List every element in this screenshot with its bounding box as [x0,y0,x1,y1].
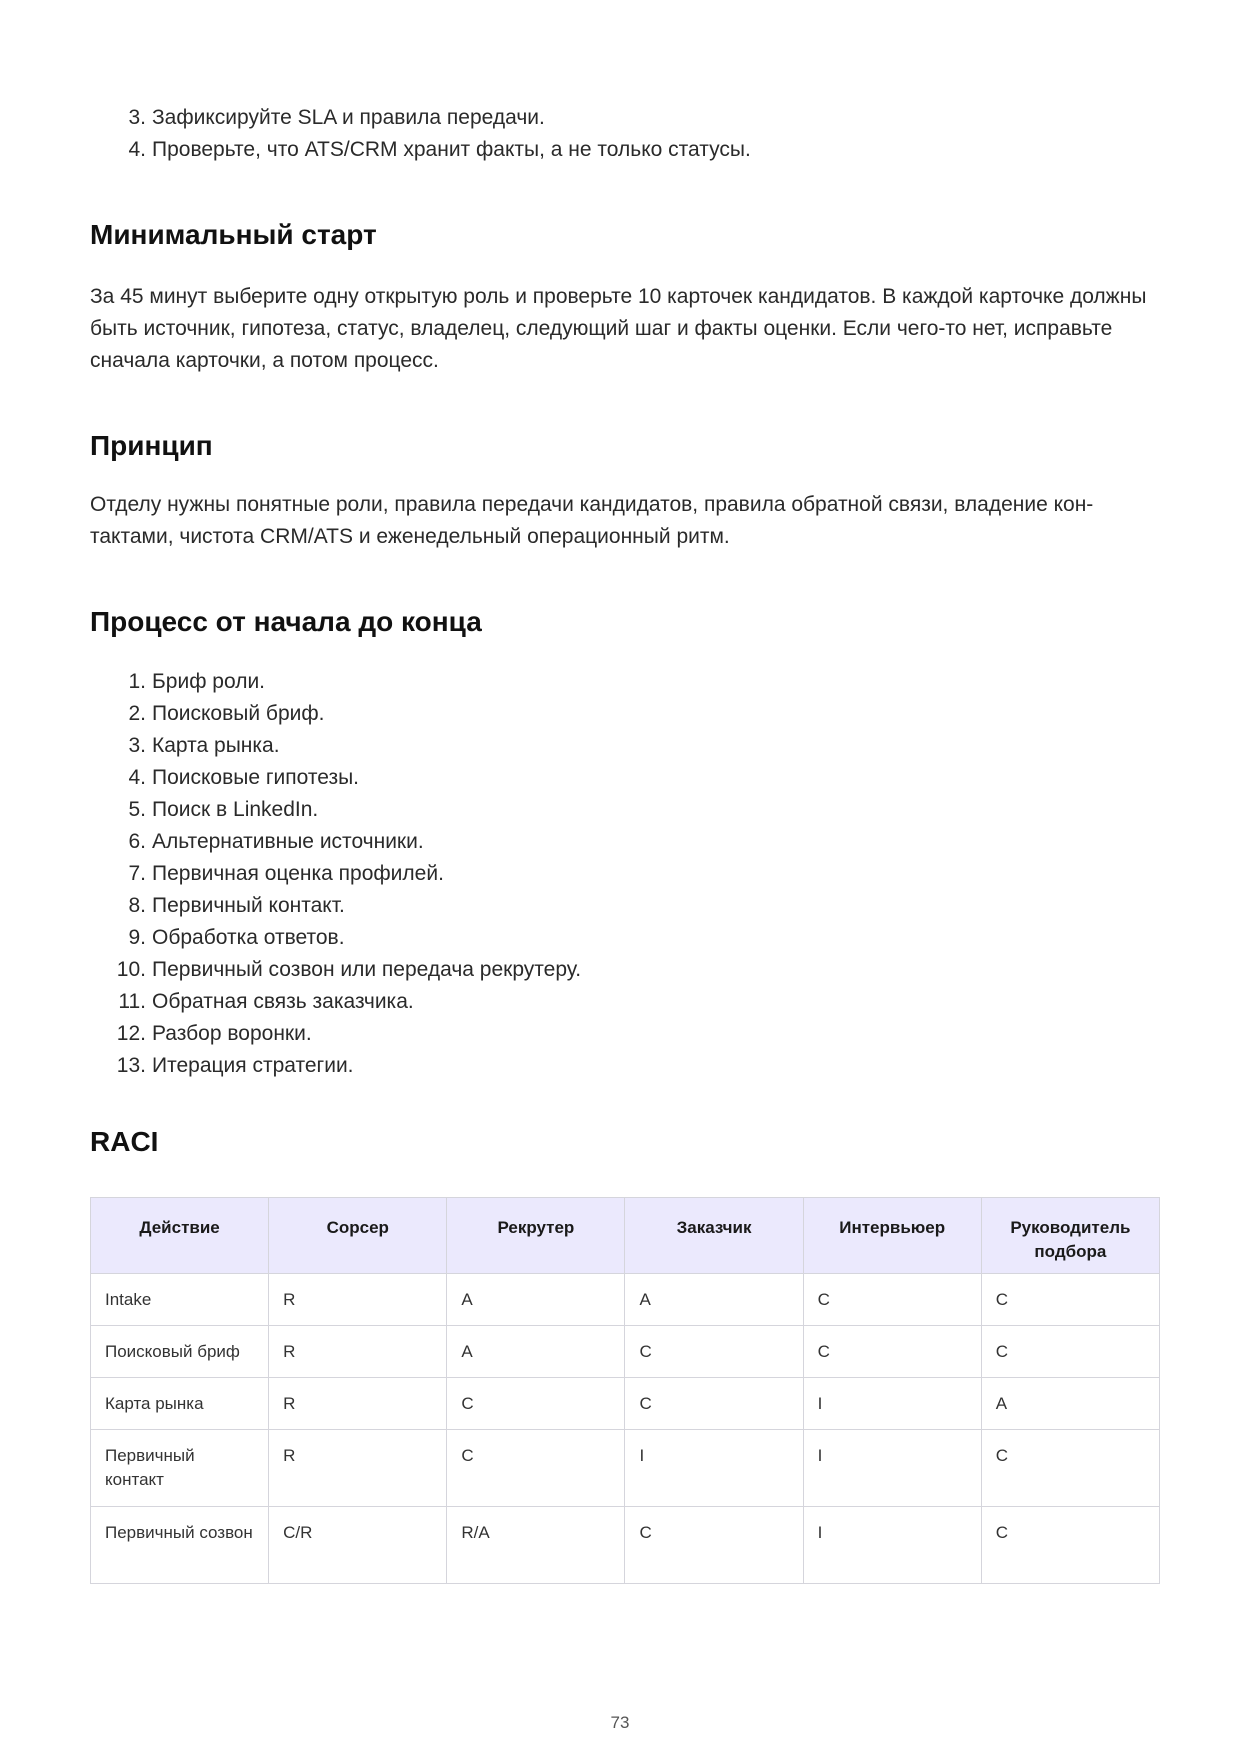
table-cell: R [269,1274,447,1326]
list-number: 2. [128,702,146,725]
table-cell: C [981,1507,1159,1584]
table-cell: A [981,1378,1159,1430]
list-item [90,794,581,826]
table-cell: R [269,1378,447,1430]
list-number: 13. [116,1054,146,1077]
heading-raci: RACI [90,1126,159,1157]
list-number: 4. [128,138,146,161]
list-text: Карта рынка. [152,734,280,757]
column-header-interviewer: Интервьюер [803,1198,981,1274]
table-cell: Первичный контакт [91,1430,269,1507]
list-number: 1. [128,670,146,693]
table-cell: C [981,1326,1159,1378]
list-text: Поиск в LinkedIn. [152,798,319,821]
list-number: 3. [128,734,146,757]
list-item [90,826,581,858]
table-cell: R [269,1430,447,1507]
list-number: 11. [118,990,146,1013]
table-cell: C [625,1507,803,1584]
table-cell: C/R [269,1507,447,1584]
list-number: 9. [128,926,146,949]
list-item [90,666,581,698]
column-header-recruiter: Рекрутер [447,1198,625,1274]
column-header-action: Действие [91,1198,269,1274]
table-cell: I [625,1430,803,1507]
table-cell: A [447,1274,625,1326]
list-number: 6. [128,830,146,853]
table-cell: C [803,1274,981,1326]
table-header-row [91,1198,1160,1274]
list-text: Зафиксируйте SLA и правила передачи. [152,106,545,129]
table-cell: C [981,1430,1159,1507]
list-item [90,134,751,166]
table-cell: C [625,1378,803,1430]
table-cell: C [447,1378,625,1430]
table-cell: C [447,1430,625,1507]
table-cell: R [269,1326,447,1378]
list-text: Разбор воронки. [152,1022,312,1045]
table-row [91,1274,1160,1326]
heading-process: Процесс от начала до конца [90,606,482,637]
list-number: 3. [128,106,146,129]
process-list [90,666,581,1082]
list-item [90,762,581,794]
list-text: Поисковый бриф. [152,702,325,725]
list-text: Проверьте, что ATS/CRM хранит факты, а не только статусы. [152,138,751,161]
list-item [90,1018,581,1050]
list-text: Первичный контакт. [152,894,345,917]
heading-min-start: Минимальный старт [90,219,377,250]
table-cell: Первичный созвон [91,1507,269,1584]
list-text: Обработка ответов. [152,926,345,949]
table-cell: Intake [91,1274,269,1326]
list-text: Первичный созвон или передача рекрутеру. [152,958,582,981]
table-cell: I [803,1378,981,1430]
table-cell: I [803,1507,981,1584]
table-row [91,1507,1160,1584]
list-item [90,890,581,922]
table-cell: A [447,1326,625,1378]
list-number: 8. [128,894,146,917]
list-text: Альтернативные источники. [152,830,424,853]
table-cell: Поисковый бриф [91,1326,269,1378]
list-item [90,102,751,134]
list-item [90,698,581,730]
table-cell: R/A [447,1507,625,1584]
list-text: Поисковые гипотезы. [152,766,360,789]
principle-paragraph: Отделу нужны понятные роли, правила передачи кандидатов, правила обратной связи, владение кон-тактами, чистота CRM/ATS и еженедельный операционный ритм. [90,493,1094,548]
table-row [91,1326,1160,1378]
list-item [90,954,581,986]
list-item [90,858,581,890]
table-cell: I [803,1430,981,1507]
list-number: 10. [116,958,146,981]
list-item [90,1050,581,1082]
raci-table [90,1197,1160,1584]
list-number: 5. [128,798,146,821]
table-row [91,1430,1160,1507]
list-text: Первичная оценка профилей. [152,862,444,885]
table-cell: C [625,1326,803,1378]
table-cell: C [803,1326,981,1378]
list-number: 12. [116,1022,146,1045]
table-cell: A [625,1274,803,1326]
column-header-head-of-recruiting: Руководитель подбора [981,1198,1159,1274]
list-text: Итерация стратегии. [152,1054,354,1077]
list-text: Бриф роли. [152,670,266,693]
column-header-sourcer: Сорсер [269,1198,447,1274]
table-row [91,1378,1160,1430]
page-number: 73 [610,1713,630,1732]
list-number: 7. [128,862,146,885]
list-text: Обратная связь заказчика. [152,990,414,1013]
min-start-paragraph: За 45 минут выберите одну открытую роль и проверьте 10 карточек кандидатов. В каждой карточке должны быть источник, гипотеза, статус, владелец, следующий шаг и факты оценки. Если чего-то нет, исправьте сначала карточки, а потом процесс. [90,285,1147,372]
list-item [90,730,581,762]
list-number: 4. [128,766,146,789]
list-item [90,986,581,1018]
list-item [90,922,581,954]
table-cell: Карта рынка [91,1378,269,1430]
continued-list [90,102,751,166]
table-cell: C [981,1274,1159,1326]
column-header-client: Заказчик [625,1198,803,1274]
heading-principle: Принцип [90,430,213,461]
